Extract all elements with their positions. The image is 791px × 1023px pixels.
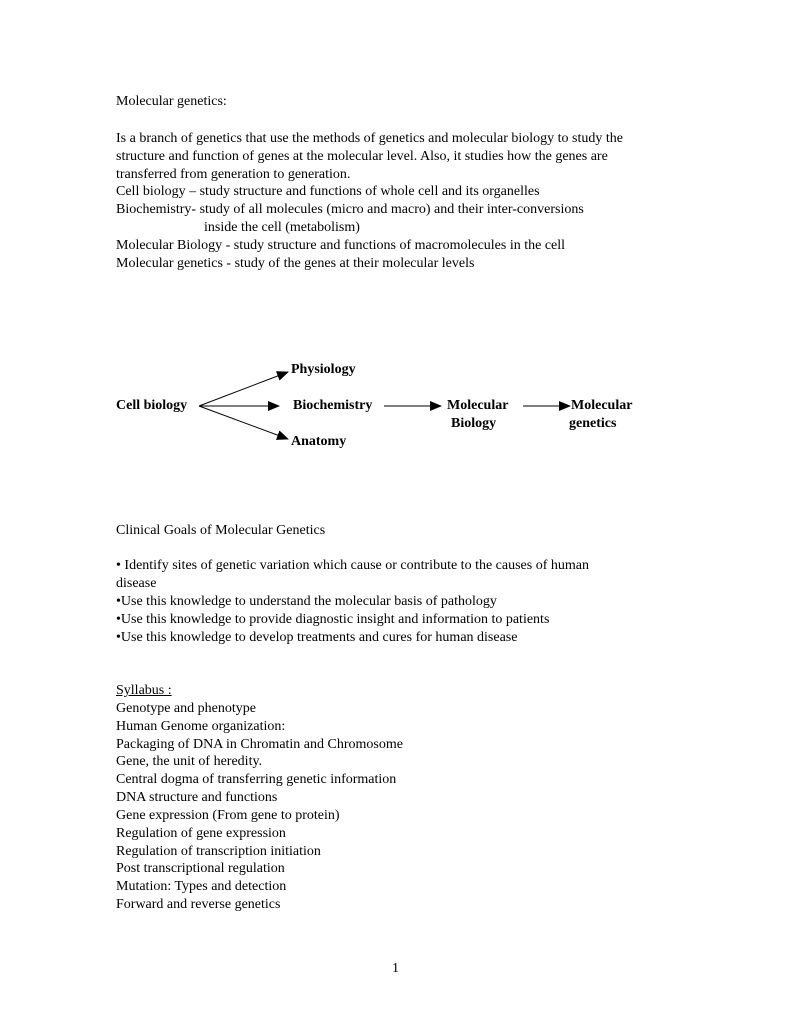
intro-line-1: Is a branch of genetics that use the methods of genetics and molecular biology to study the (116, 131, 623, 146)
diagram-cell-biology: Cell biology (116, 398, 188, 413)
page-heading: Molecular genetics: (116, 94, 227, 109)
syllabus-item: Human Genome organization: (116, 719, 286, 734)
clinical-goal-4: •Use this knowledge to develop treatments and cures for human disease (116, 630, 518, 645)
diagram-anatomy: Anatomy (291, 434, 347, 449)
syllabus-item: Mutation: Types and detection (116, 879, 287, 894)
diagram-molecular-biology-line1: Molecular (447, 398, 509, 413)
syllabus-item: DNA structure and functions (116, 790, 278, 805)
syllabus-item: Regulation of gene expression (116, 826, 286, 841)
clinical-goals-title: Clinical Goals of Molecular Genetics (116, 523, 326, 538)
syllabus-item: Genotype and phenotype (116, 701, 256, 716)
arrow-cell-to-anatomy (199, 406, 288, 439)
syllabus-item: Central dogma of transferring genetic information (116, 772, 397, 787)
definition-molecular-genetics: Molecular genetics - study of the genes at their molecular levels (116, 256, 475, 271)
clinical-goal-2: •Use this knowledge to understand the molecular basis of pathology (116, 594, 497, 609)
arrow-cell-to-physiology (199, 372, 288, 406)
diagram-biochemistry: Biochemistry (293, 398, 373, 413)
syllabus-item: Post transcriptional regulation (116, 861, 285, 876)
syllabus-item: Regulation of transcription initiation (116, 844, 321, 859)
diagram-molecular-biology-line2: Biology (451, 416, 497, 431)
intro-line-3: transferred from generation to generation. (116, 167, 351, 182)
diagram-molecular-genetics-line2: genetics (569, 416, 617, 431)
syllabus-item: Packaging of DNA in Chromatin and Chromosome (116, 737, 403, 752)
definition-cell-biology: Cell biology – study structure and functions of whole cell and its organelles (116, 184, 540, 199)
diagram-physiology: Physiology (291, 362, 356, 377)
clinical-goal-1-continued: disease (116, 576, 157, 591)
syllabus-title: Syllabus : (116, 683, 172, 698)
definition-molecular-biology: Molecular Biology - study structure and functions of macromolecules in the cell (116, 238, 566, 253)
clinical-goal-1: • Identify sites of genetic variation which cause or contribute to the causes of human (116, 558, 589, 573)
definition-biochemistry: Biochemistry- study of all molecules (micro and macro) and their inter-conversions (116, 202, 584, 217)
syllabus-item: Gene, the unit of heredity. (116, 754, 263, 769)
syllabus-item: Forward and reverse genetics (116, 897, 281, 912)
intro-line-2: structure and function of genes at the molecular level. Also, it studies how the genes are (116, 149, 608, 164)
definition-biochemistry-continued: inside the cell (metabolism) (204, 220, 360, 235)
diagram-molecular-genetics-line1: Molecular (571, 398, 633, 413)
clinical-goal-3: •Use this knowledge to provide diagnostic insight and information to patients (116, 612, 550, 627)
syllabus-item: Gene expression (From gene to protein) (116, 808, 340, 823)
page-number: 1 (392, 961, 399, 976)
